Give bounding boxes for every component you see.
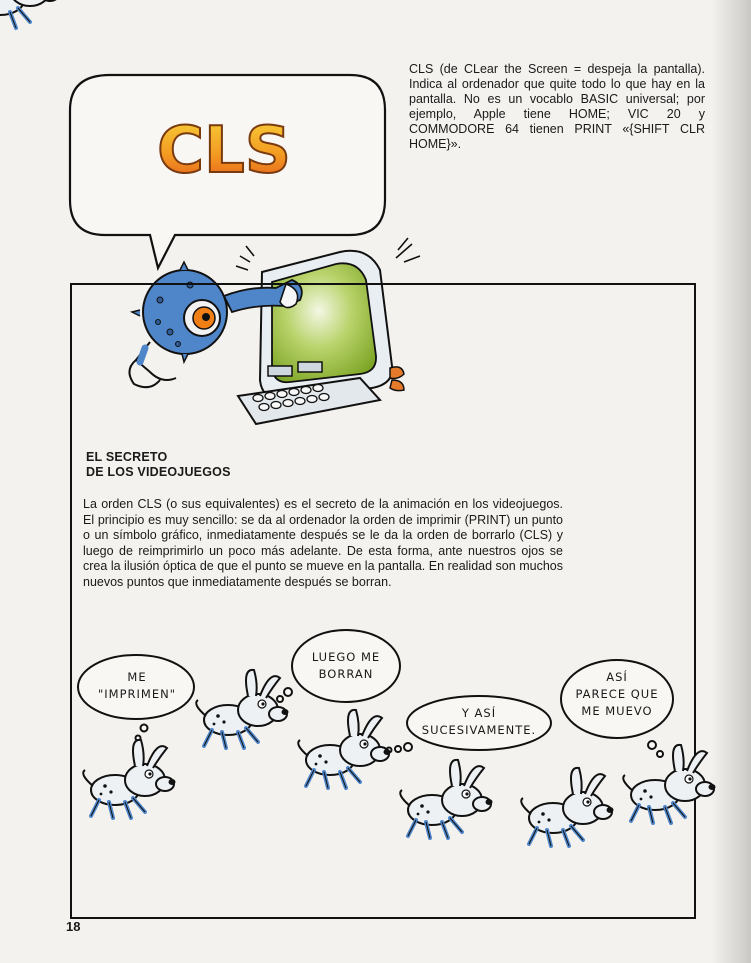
bubble-1-line-1: ME xyxy=(127,670,147,684)
page-number: 18 xyxy=(66,919,81,934)
dog-6 xyxy=(623,745,715,823)
section-body-text: La orden CLS (o sus equivalentes) es el secreto de la animación en los videojuegos. El principio es muy sencillo: se da al ordenador la orden de imprimir (PRINT) un punto o un símbolo gráfico, inmediatamente después se le da la orden de borrarlo (CLS) y luego de reimprimirlo un poco más adelante. De esta forma, ante nuestros ojos se crea la ilusión óptica de que el punto se mueve en la pantalla. En realidad son muchos nuevos puntos que inmediatamente después se borran. xyxy=(83,497,563,589)
bubble-4-line-2: PARECE QUE xyxy=(575,687,659,701)
bubble-3-line-1: Y ASÍ xyxy=(461,706,497,720)
dog-figure xyxy=(0,0,61,28)
dog-3 xyxy=(298,710,390,788)
dog-1 xyxy=(83,740,175,818)
bubble-4-line-3: ME MUEVO xyxy=(581,704,653,718)
section-title-line-2: DE LOS VIDEOJUEGOS xyxy=(86,465,231,479)
bubble-text-sucesivamente xyxy=(407,705,551,739)
cls-definition-text: CLS (de CLear the Screen = despeja la pantalla). Indica al ordenador que quite todo lo que hay en la pantalla. No es un vocablo BASIC universal; por ejemplo, Apple tiene HOME; VIC 20 y COMMODORE 64 tienen PRINT «{SHIFT CLR HOME}». xyxy=(409,62,705,151)
bubble-2-line-2: BORRAN xyxy=(318,667,374,681)
bubble-1-line-2: "IMPRIMEN" xyxy=(97,687,176,701)
bubble-text-me-muevo xyxy=(561,669,673,720)
dog-4 xyxy=(400,760,492,838)
bubble-2-line-1: LUEGO ME xyxy=(311,650,381,664)
bubble-text-imprimen xyxy=(82,669,192,703)
bubble-4-line-1: ASÍ xyxy=(606,670,628,684)
section-title-line-1: EL SECRETO xyxy=(86,450,168,464)
bubble-3-line-2: SUCESIVAMENTE. xyxy=(421,723,537,737)
dog-2 xyxy=(196,670,288,748)
bubble-text-borran xyxy=(292,649,400,683)
dog-5 xyxy=(521,768,613,846)
cls-bubble-word: CLS xyxy=(157,114,291,188)
